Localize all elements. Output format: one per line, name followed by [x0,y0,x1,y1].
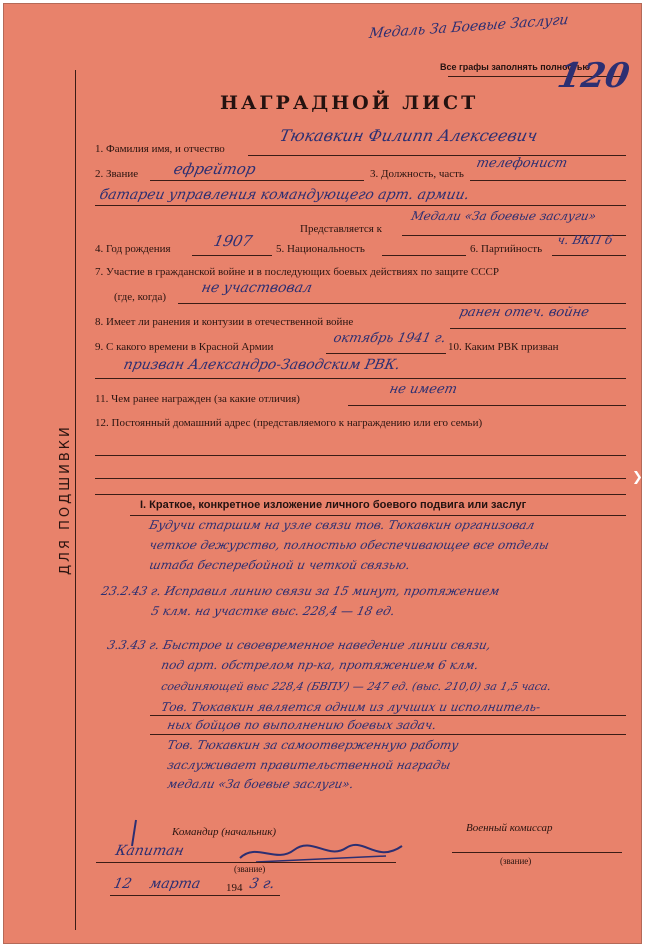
section-heading-underline [130,515,626,516]
field-10-value: призван Александро-Заводским РВК. [122,357,402,373]
field-5-line [382,255,466,256]
field-3-line [470,180,626,181]
field-7-line [178,303,626,304]
date-year-prefix: 194 [226,882,243,894]
field-1-line [248,155,626,156]
field-9-label: 9. С какого времени в Красной Армии [95,341,274,353]
field-8-value: ранен отеч. войне [458,305,591,320]
section-heading: I. Краткое, конкретное изложение личного боевого подвига или заслуг [140,499,527,511]
date-line [110,895,280,896]
field-11-value: не имеет [388,382,459,397]
section-line: Тов. Тюкавкин является одним из лучших и исполнитель- [160,700,542,714]
field-4-value: 1907 [212,232,255,250]
field-6-value: ч. ВКП б [556,233,614,247]
section-line: 23.2.43 г. Исправил линию связи за 15 минут, протяжением [100,584,501,598]
section-line: под арт. обстрелом пр-ка, протяжением 6 клм. [160,658,480,672]
section-line: ных бойцов по выполнению боевых задач. [166,718,438,732]
section-line: Будучи старшим на узле связи тов. Тюкавкин организовал [148,518,536,532]
instruction-text: Все графы заполнять полностью [440,62,591,72]
commander-line [96,862,396,863]
commander-rank: Капитан [114,843,186,859]
next-page-arrow-icon[interactable]: ❯ [632,470,643,485]
field-10-label: 10. Каким РВК призван [448,341,559,353]
field-10-line [95,378,626,379]
section-line: Тов. Тюкавкин за самоотверженную работу [166,738,460,752]
field-3-value-cont: батареи управления командующего арт. армии. [98,187,471,203]
field-7-label: 7. Участие в гражданской войне и в последующих боевых действиях по защите СССР [95,266,499,278]
signature-mark [126,818,146,848]
section-divider [95,494,626,495]
section-line: четкое дежурство, полностью обеспечивающее все отделы [148,538,551,552]
field-7-label-cont: (где, когда) [114,291,166,303]
field-5-label: 5. Национальность [276,243,365,255]
section-line: 3.3.43 г. Быстрое и своевременное наведение линии связи, [106,638,493,652]
field-3-cont-line [95,205,626,206]
rank-caption-commissar: (звание) [500,856,532,866]
commander-label: Командир (начальник) [172,826,277,838]
field-3-value: телефонист [475,156,569,171]
field-12-line-1 [95,455,626,456]
handwritten-number: 120 [554,56,633,96]
section-line: заслуживает правительственной награды [166,758,452,772]
commissar-label: Военный комиссар [466,822,553,834]
commissar-line [452,852,622,853]
field-6-label: 6. Партийность [470,243,543,255]
section-line: медали «За боевые заслуги». [166,777,356,791]
field-11-line [348,405,626,406]
field-2-value: ефрейтор [172,160,258,178]
binding-margin-line [75,70,76,930]
presented-value: Медали «За боевые заслуги» [410,209,598,223]
field-11-label: 11. Чем ранее награжден (за какие отличия) [95,393,300,405]
field-3-label: 3. Должность, часть [370,168,464,180]
field-4-line [192,255,272,256]
date-month: марта [148,876,202,892]
handwritten-note: Медаль За Боевые Заслуги [368,11,570,43]
section-strike-line [150,734,626,735]
field-6-line [552,255,626,256]
section-line: 5 клм. на участке выс. 228,4 — 18 ед. [150,604,397,618]
field-4-label: 4. Год рождения [95,243,171,255]
field-1-value: Тюкавкин Филипп Алексеевич [278,126,540,145]
date-year-suffix: 3 г. [248,876,277,892]
field-7-value: не участвовал [200,280,314,296]
field-8-line [450,328,626,329]
field-9-line [326,353,446,354]
date-day: 12 [112,876,134,892]
presented-label: Представляется к [300,223,382,235]
section-strike-line [150,715,626,716]
field-9-value: октябрь 1941 г. [332,331,448,346]
rank-caption: (звание) [234,864,266,874]
field-12-label: 12. Постоянный домашний адрес (представляемого к награждению или его семьи) [95,417,483,429]
page-title: НАГРАДНОЙ ЛИСТ [220,92,479,114]
field-8-label: 8. Имеет ли ранения и контузии в отечественной войне [95,316,354,328]
field-1-label: 1. Фамилия имя, и отчество [95,143,225,155]
section-line: соединяющей выс 228,4 (БВПУ) — 247 ед. (выс. 210,0) за 1,5 часа. [160,680,553,693]
section-line: штаба бесперебойной и четкой связью. [148,558,412,572]
field-12-line-2 [95,478,626,479]
field-2-line [150,180,364,181]
field-2-label: 2. Звание [95,168,139,180]
binding-label: ДЛЯ ПОДШИВКИ [58,424,73,575]
